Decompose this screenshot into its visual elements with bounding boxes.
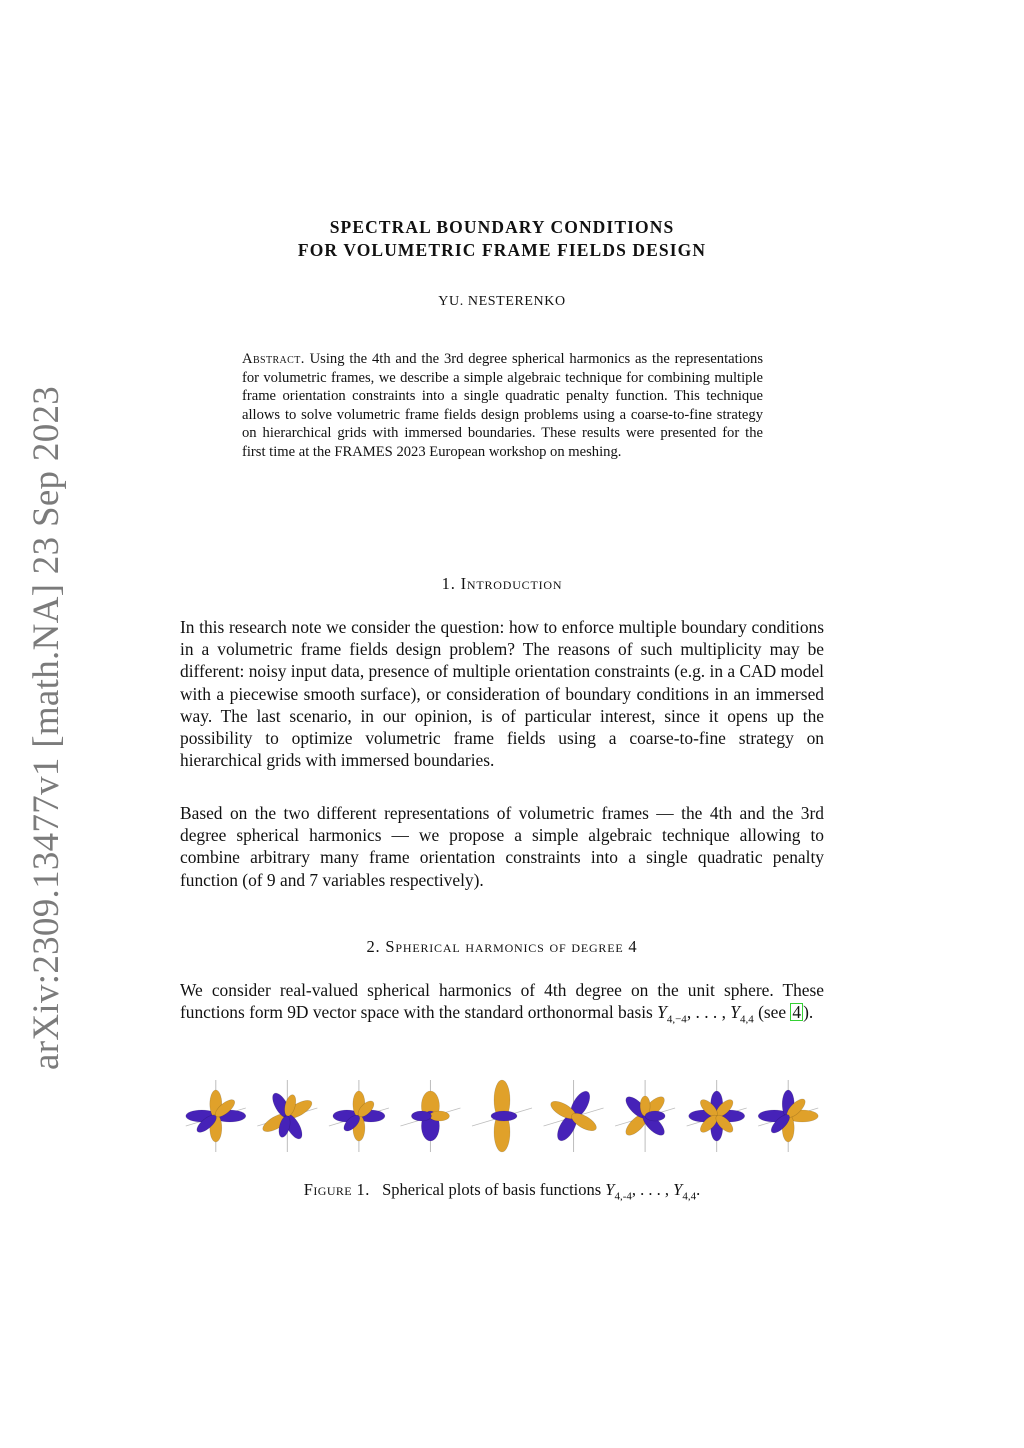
basis-first-symbol: Y xyxy=(657,1002,667,1023)
see-open: (see xyxy=(753,1002,791,1023)
see-close: ). xyxy=(803,1002,814,1023)
harmonic-plot-y-4-0 xyxy=(472,1080,532,1152)
sh4-paragraph-text xyxy=(180,979,824,1031)
sh4-paragraph xyxy=(180,979,824,1031)
intro-paragraph-2-text: Based on the two different representations of volumetric frames — the 4th and the 3rd degree spherical harmonics — we propose a simple algebraic technique allowing to combine arbitrary many frame orientation constraints into a single quadratic penalty function (of 9 and 7 variables respectively). xyxy=(180,803,824,890)
basis-last-subscript: 4,4 xyxy=(739,1013,754,1026)
caption-label: Figure 1. xyxy=(303,1180,370,1199)
basis-last-symbol: Y xyxy=(730,1002,740,1023)
harmonic-plot-y-4-1 xyxy=(544,1080,604,1152)
figure-1 xyxy=(180,1070,824,1160)
figure-1-caption xyxy=(180,1180,824,1202)
intro-paragraph-2 xyxy=(180,802,824,891)
harmonic-plot-y-4-4 xyxy=(186,1080,246,1152)
caption-separator: , . . . , xyxy=(631,1180,674,1199)
harmonic-plot-y-4-2 xyxy=(329,1080,389,1152)
section-heading-spherical-harmonics: 2. Spherical harmonics of degree 4 xyxy=(366,937,638,956)
caption-end: . xyxy=(696,1180,701,1199)
title-line-2: FOR VOLUMETRIC FRAME FIELDS DESIGN xyxy=(297,240,707,260)
citation-link-4[interactable]: 4 xyxy=(792,1002,802,1023)
section-heading-introduction: 1. Introduction xyxy=(441,574,563,593)
caption-last-subscript: 4,4 xyxy=(682,1190,697,1203)
paper-title xyxy=(180,216,824,262)
spherical-harmonics-plots xyxy=(180,1070,824,1160)
abstract xyxy=(242,350,763,462)
negative-lobe xyxy=(411,1111,431,1121)
harmonic-plot-y-4-2 xyxy=(615,1080,675,1152)
caption-text: Spherical plots of basis functions xyxy=(382,1180,602,1199)
intro-paragraph-1-text: In this research note we consider the question: how to enforce multiple boundary conditions in a volumetric frame fields design problem? The reasons of such multiplicity may be different: noisy input data, presence of multiple orientation constraints (e.g. in a CAD model with a piecewise smooth surface), or consideration of boundary conditions in an immersed way. The last scenario, in our opinion, is of particular interest, since it opens up the possibility to optimize volumetric frame fields using a coarse-to-fine strategy on hierarchical grids with immersed boundaries. xyxy=(180,617,824,771)
intro-paragraph-1 xyxy=(180,616,824,771)
harmonic-plot-y-4-4 xyxy=(758,1080,818,1152)
basis-separator: , . . . , xyxy=(686,1002,731,1023)
sh4-text: We consider real-valued spherical harmonics of 4th degree on the unit sphere. These functions form 9D vector space with the standard orthonormal basis xyxy=(180,980,824,1023)
negative-lobe xyxy=(491,1111,517,1121)
positive-lobe xyxy=(429,1111,449,1121)
caption-first-symbol: Y xyxy=(605,1180,615,1199)
arxiv-identifier-stamp: arXiv:2309.13477v1 [math.NA] 23 Sep 2023 xyxy=(26,385,67,1070)
basis-first-subscript: 4,−4 xyxy=(666,1013,687,1026)
harmonic-plot-y-4-3 xyxy=(687,1080,747,1152)
harmonic-plot-y-4-1 xyxy=(400,1080,460,1152)
author-name: YU. NESTERENKO xyxy=(438,294,566,309)
caption-first-subscript: 4,-4 xyxy=(614,1190,632,1203)
harmonic-plot-y-4-3 xyxy=(257,1080,317,1152)
abstract-text: Using the 4th and the 3rd degree spherical harmonics as the representations for volumetric frames, we describe a simple algebraic technique for combining multiple frame orientation constraints into a single quadratic penalty function. This technique allows to solve volumetric frame fields design problems using a coarse-to-fine strategy on hierarchical grids with immersed boundaries. These results were presented for the first time at the FRAMES 2023 European workshop on meshing. xyxy=(242,351,763,460)
negative-lobe xyxy=(645,1111,665,1121)
caption-last-symbol: Y xyxy=(673,1180,683,1199)
title-line-1: SPECTRAL BOUNDARY CONDITIONS xyxy=(329,217,675,237)
abstract-label: Abstract. xyxy=(242,351,305,367)
